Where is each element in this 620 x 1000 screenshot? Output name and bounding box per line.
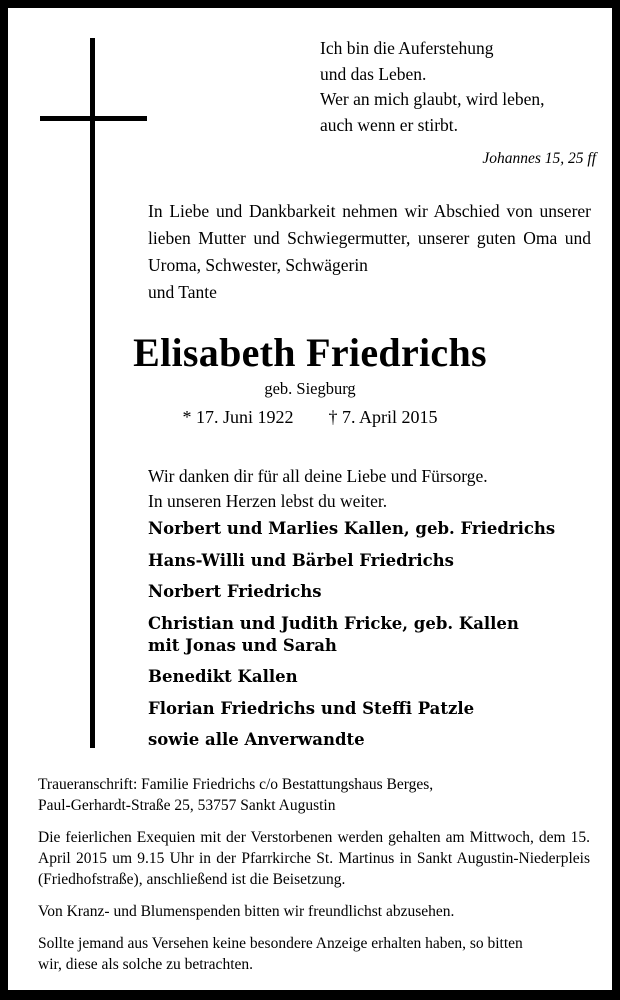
list-item — [148, 613, 598, 657]
scripture-line-4: auch wenn er stirbt. — [320, 114, 459, 135]
christian-cross-arm-icon — [40, 116, 147, 121]
birth-date: 17. Juni 1922 — [195, 407, 294, 427]
intro-text: In Liebe und Dankbarkeit nehmen wir Abschied von unserer lieben Mutter und Schwiegermutter, unserer guten Oma und Uroma, Schwester, Schwägerin — [148, 201, 591, 275]
address-line-2: Paul-Gerhardt-Straße 25, 53757 Sankt Augustin — [38, 797, 336, 814]
service-details: Die feierlichen Exequien mit der Verstorbenen werden gehalten am Mittwoch, dem 15. April 2015 um 9.15 Uhr in der Pfarrkirche St. Martinus in Sankt Augustin-Niederpleis (Friedhofstraße), anschließend ist die Beisetzung. — [38, 829, 590, 888]
general-notice-tail: wir, diese als solche zu betrachten. — [38, 956, 254, 973]
list-item — [148, 518, 598, 540]
mourning-address — [38, 774, 590, 816]
scripture-line-2: und das Leben. — [320, 63, 427, 84]
death-date: 7. April 2015 — [342, 407, 438, 427]
family-children: mit Jonas und Sarah — [148, 635, 337, 655]
intro-last-line: und Tante — [148, 282, 217, 302]
family-list — [148, 518, 598, 761]
family-name: Hans-Willi und Bärbel Friedrichs — [148, 550, 454, 570]
birth-symbol: * — [182, 407, 192, 427]
family-name: Florian Friedrichs und Steffi Patzle — [148, 698, 475, 718]
list-item — [148, 666, 598, 688]
deceased-block — [16, 330, 604, 429]
scripture-reference: Johannes 15, 25 ff — [482, 150, 596, 167]
scripture-quote — [320, 36, 600, 172]
death-symbol: † — [328, 407, 338, 427]
flowers-request: Von Kranz- und Blumenspenden bitten wir freundlichst abzusehen. — [38, 903, 455, 920]
list-item — [148, 729, 598, 751]
intro-paragraph — [148, 198, 591, 306]
address-line-1: Traueranschrift: Familie Friedrichs c/o Bestattungshaus Berges, — [38, 776, 434, 793]
family-name: Benedikt Kallen — [148, 667, 298, 686]
obituary-page — [8, 8, 612, 990]
deceased-maiden-name: geb. Siegburg — [264, 379, 356, 398]
scripture-line-3: Wer an mich glaubt, wird leben, — [320, 89, 545, 109]
family-name: Christian und Judith Fricke, geb. Kallen — [148, 613, 519, 633]
list-item — [148, 550, 598, 572]
thanks-line-2: In unseren Herzen lebst du weiter. — [148, 491, 388, 511]
thanks-block — [148, 464, 598, 514]
footer-block — [38, 774, 590, 986]
list-item — [148, 698, 598, 720]
deceased-name: Elisabeth Friedrichs — [133, 330, 487, 375]
family-name: Norbert und Marlies Kallen, geb. Friedrichs — [148, 519, 556, 538]
general-notice — [38, 933, 590, 975]
family-name: Norbert Friedrichs — [148, 582, 322, 601]
scripture-line-1: Ich bin die Auferstehung — [320, 38, 494, 58]
family-name: sowie alle Anverwandte — [148, 730, 365, 749]
deceased-life-dates — [16, 405, 604, 429]
list-item — [148, 581, 598, 603]
thanks-line-1: Wir danken dir für all deine Liebe und Fürsorge. — [148, 466, 488, 486]
general-notice-text: Sollte jemand aus Versehen keine besondere Anzeige erhalten haben, so bitten — [38, 935, 523, 952]
